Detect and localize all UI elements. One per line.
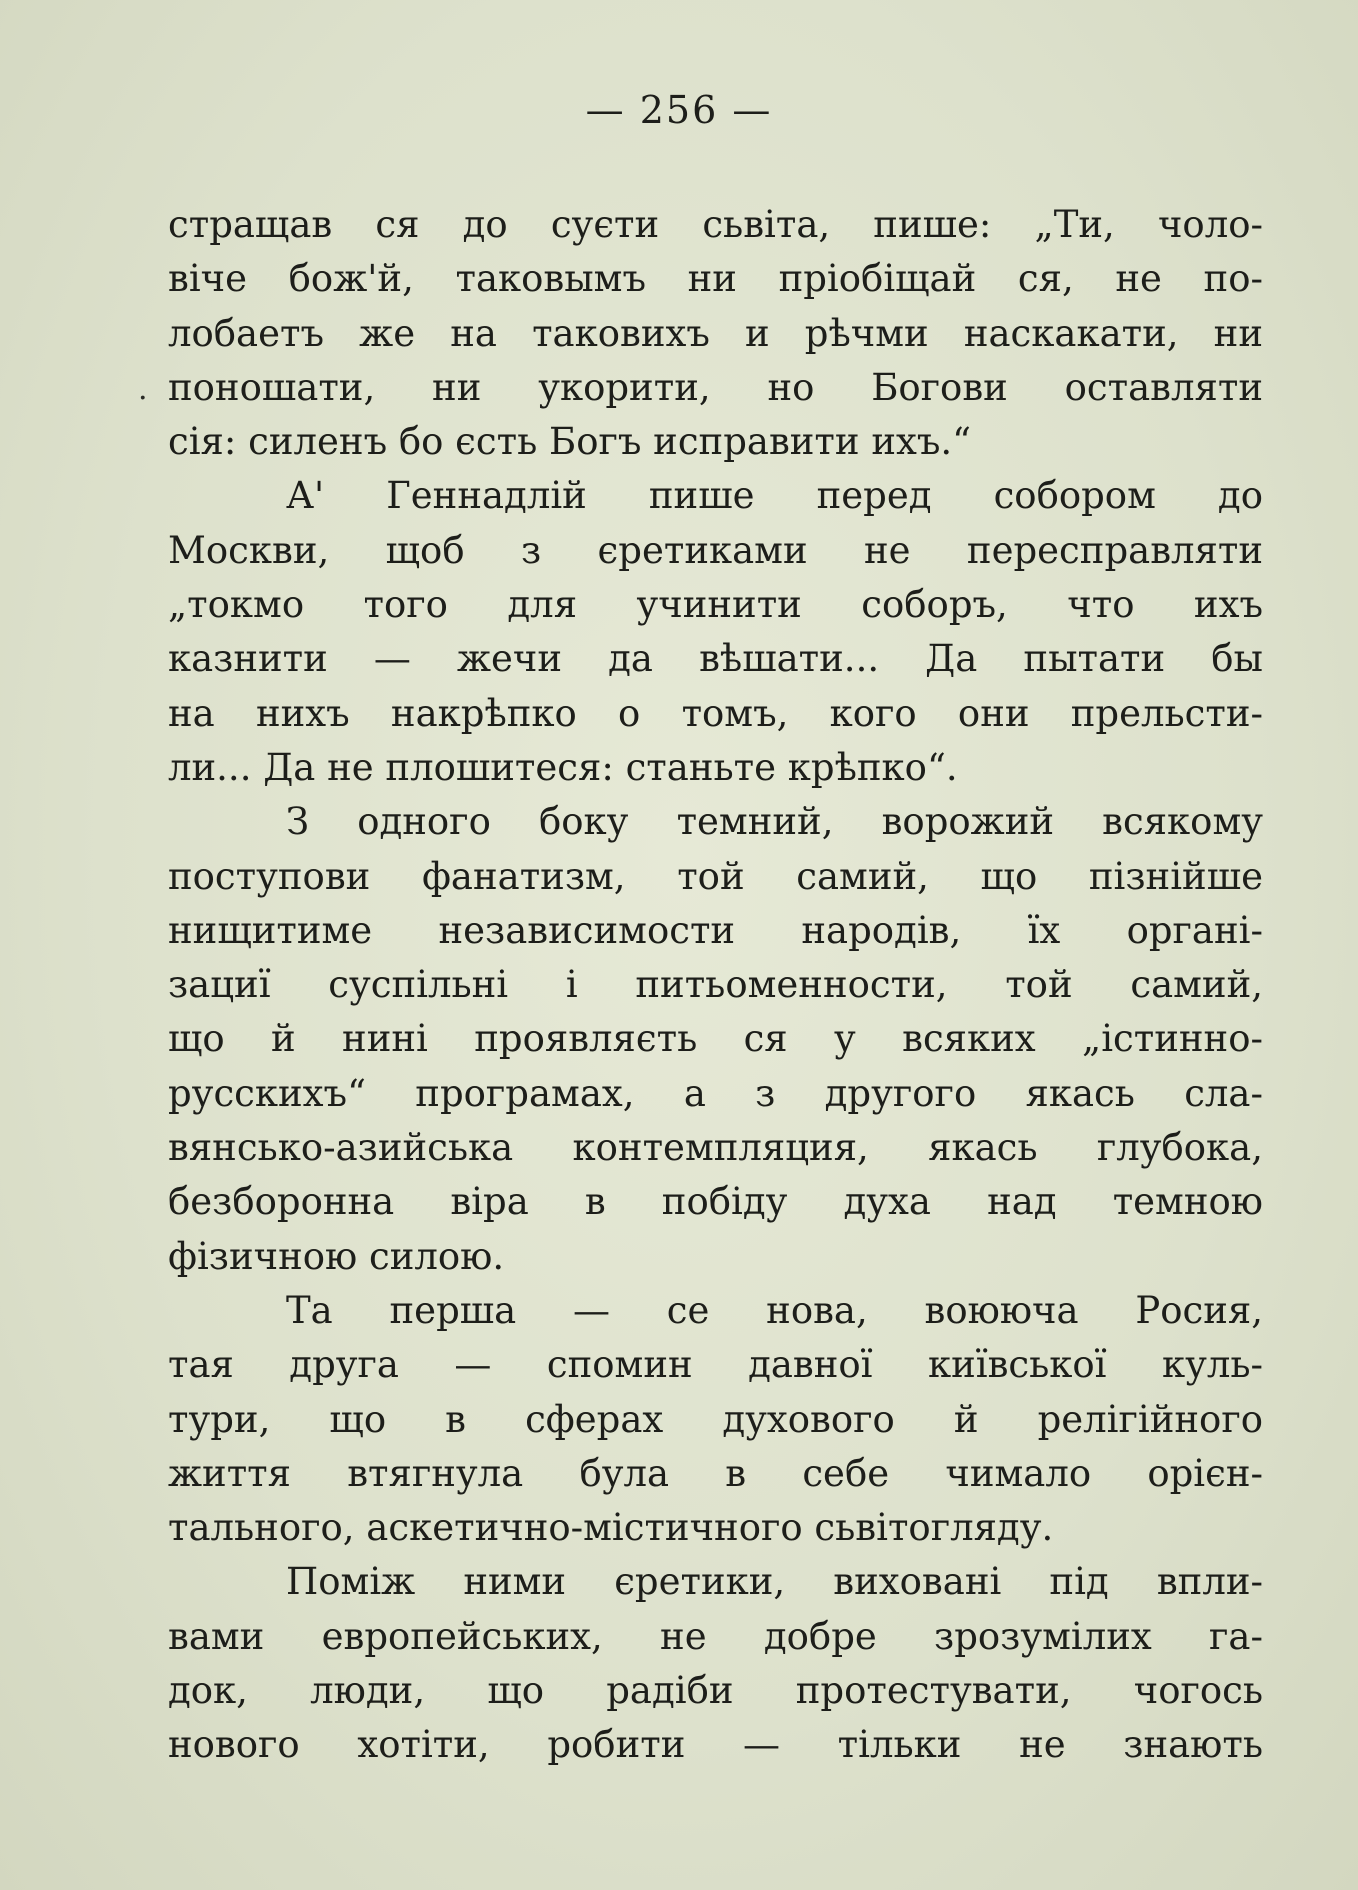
text-line: тального, аскетично-містичного сьвітогляду. xyxy=(168,1506,1054,1550)
text-line: вянсько-азийська контемпляция, якась глубока, xyxy=(168,1126,1263,1170)
text-line: життя втягнула була в себе чимало орієн- xyxy=(168,1451,1263,1495)
text-line: З одного боку темний, ворожий всякому xyxy=(286,800,1263,844)
text-line: русскихъ“ програмах, а з другого якась сла- xyxy=(168,1071,1263,1115)
text-line: казнити — жечи да вѣшати... Да пытати бы xyxy=(168,637,1263,681)
text-line: „токмо того для учинити соборъ, что ихъ xyxy=(168,583,1263,627)
text-line: віче бож'й, таковымъ ни пріобіщай ся, не по- xyxy=(168,257,1263,301)
text-line: тури, що в сферах духового й релігійного xyxy=(168,1397,1263,1441)
text-line: вами европейських, не добре зрозумілих га- xyxy=(168,1614,1263,1658)
text-line: безборонна віра в побіду духа над темною xyxy=(168,1180,1263,1224)
text-line: зациї суспільні і питьоменности, той самий, xyxy=(168,963,1263,1007)
text-line: поступови фанатизм, той самий, що пізнійше xyxy=(168,854,1263,898)
margin-dot: . xyxy=(138,372,148,407)
text-line: А' Геннадлій пише перед собором до xyxy=(286,474,1263,518)
text-line: поношати, ни укорити, но Богови оставляти xyxy=(168,365,1263,409)
text-line: Москви, щоб з єретиками не пересправляти xyxy=(168,528,1263,572)
text-line: лобаетъ же на таковихъ и рѣчми наскакати, ни xyxy=(168,311,1263,355)
text-line: сія: силенъ бо єсть Богъ исправити ихъ.“ xyxy=(168,420,972,464)
text-line: тая друга — спомин давної київської куль- xyxy=(168,1343,1263,1387)
body-text xyxy=(168,198,1263,1773)
text-line: фізичною силою. xyxy=(168,1234,505,1278)
text-line: док, люди, що радіби протестувати, чогось xyxy=(168,1669,1263,1713)
text-line: стращав ся до суєти сьвіта, пише: „Ти, чоло- xyxy=(168,203,1263,246)
text-line: що й нині проявляєть ся у всяких „істинно- xyxy=(168,1017,1263,1061)
text-line: нового хотіти, робити — тільки не знають xyxy=(168,1723,1263,1767)
text-line: на нихъ накрѣпко о томъ, кого они прельсти- xyxy=(168,691,1263,735)
text-line: Поміж ними єретики, виховані під впли- xyxy=(286,1560,1263,1604)
text-line: нищитиме независимости народів, їх органі- xyxy=(168,908,1263,952)
page-number: — 256 — xyxy=(585,88,773,132)
text-line: ли... Да не плошитеся: станьте крѣпко“. xyxy=(168,745,958,789)
text-line: Та перша — се нова, воююча Росия, xyxy=(286,1288,1263,1332)
